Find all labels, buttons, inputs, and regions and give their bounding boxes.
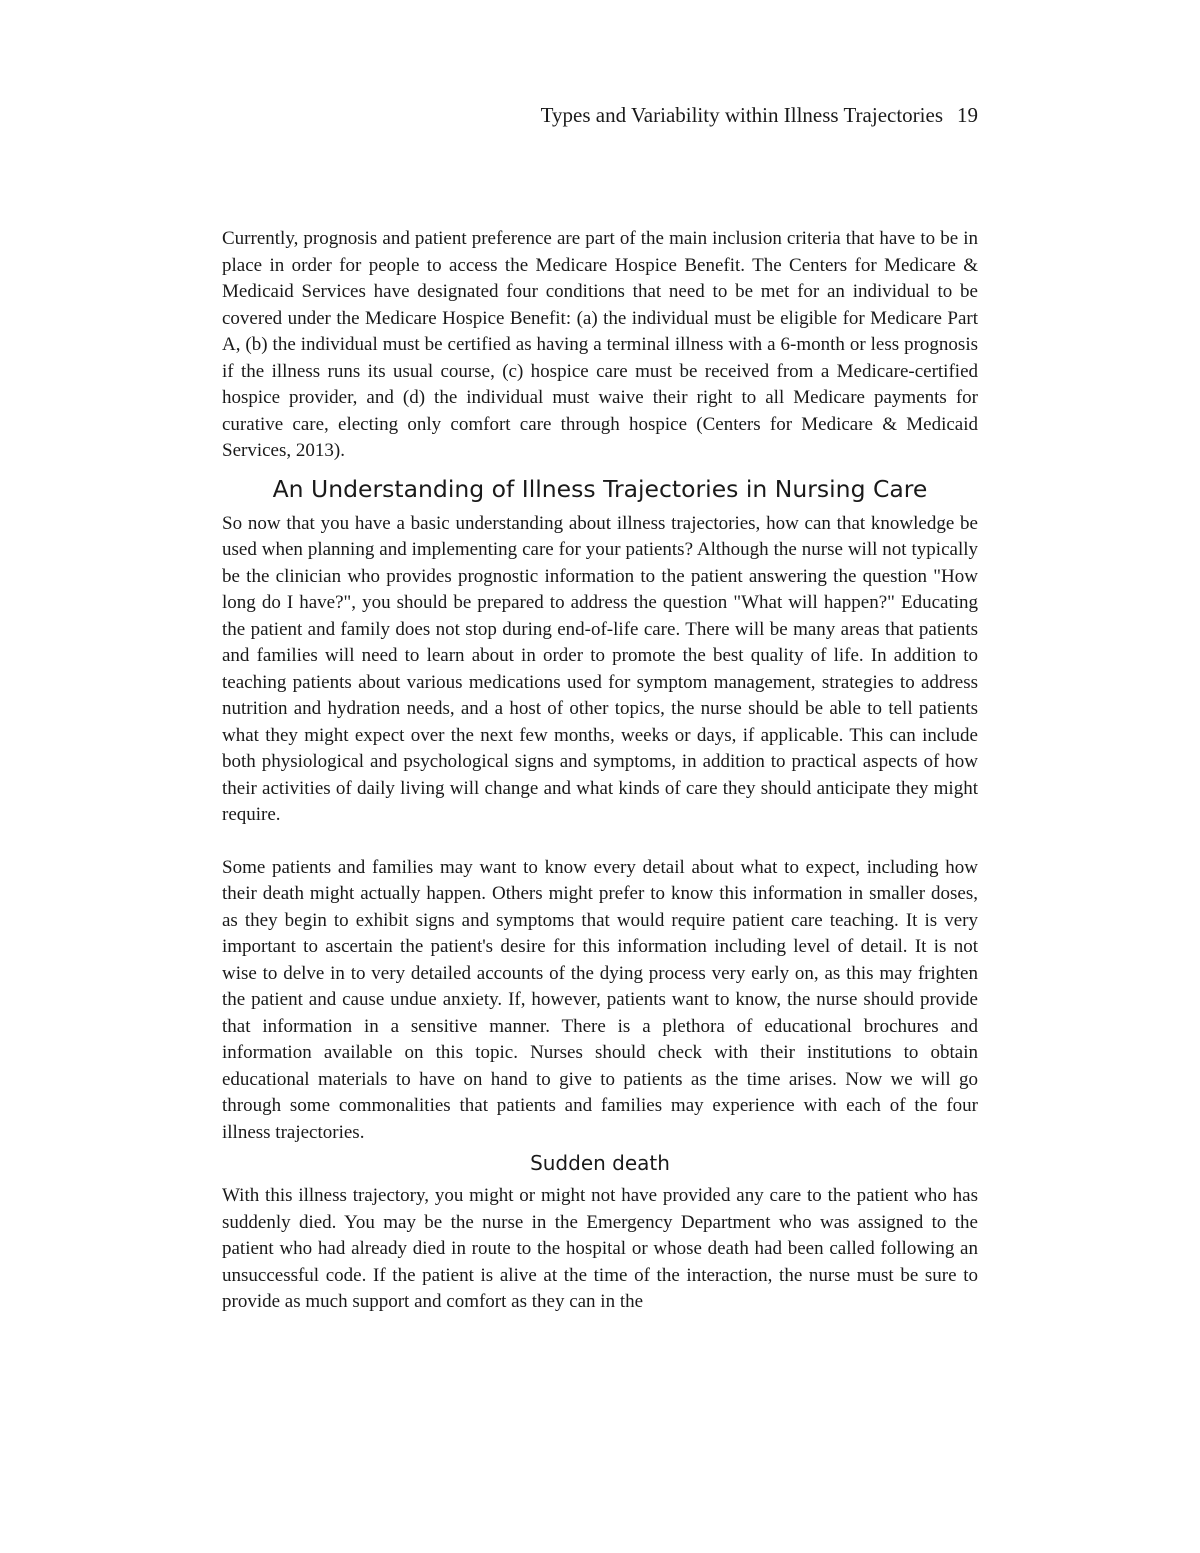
body-paragraph: So now that you have a basic understanding about illness trajectories, how can that knowledge be used when planning and implementing care for your patients? Although the nurse will not typically be the clinician who provides prognostic information to the patient answering the question "How long do I have?", you should be prepared to address the question "What will happen?" Educating the patient and family does not stop during end-of-life care. There will be many areas that patients and families will need to learn about in order to promote the best quality of life. In addition to teaching patients about various medications used for symptom management, strategies to address nutrition and hydration needs, and a host of other topics, the nurse should be able to tell patients what they might expect over the next few months, weeks or days, if applicable. This can include both physiological and psychological signs and symptoms, in addition to practical aspects of how their activities of daily living will change and what kinds of care they should anticipate they might require. — [222, 512, 978, 825]
section-heading: An Understanding of Illness Trajectories in Nursing Care — [272, 474, 928, 503]
body-paragraph: Currently, prognosis and patient preference are part of the main inclusion criteria that have to be in place in order for people to access the Medicare Hospice Benefit. The Centers for Medicare & Medicaid Services have designated four conditions that need to be met for an individual to be covered under the Medicare Hospice Benefit: (a) the individual must be eligible for Medicare Part A, (b) the individual must be certified as having a terminal illness with a 6-month or less prognosis if the illness runs its usual course, (c) hospice care must be received from a Medicare-certified hospice provider, and (d) the individual must waive their right to all Medicare payments for curative care, electing only comfort care through hospice (Centers for Medicare & Medicaid Services, 2013). — [222, 228, 978, 461]
running-header-title: Types and Variability within Illness Trajectories — [540, 103, 943, 127]
running-header — [541, 100, 978, 130]
subsection-heading: Sudden death — [530, 1151, 670, 1175]
body-paragraph: With this illness trajectory, you might or might not have provided any care to the patient who has suddenly died. You may be the nurse in the Emergency Department who was assigned to the patient who had already died in route to the hospital or whose death had been called following an unsuccessful code. If the patient is alive at the time of the interaction, the nurse must be sure to provide as much support and comfort as they can in the — [222, 1185, 978, 1312]
body-paragraph: Some patients and families may want to know every detail about what to expect, including how their death might actually happen. Others might prefer to know this information in smaller doses, as they begin to exhibit signs and symptoms that would require patient care teaching. It is very important to ascertain the patient's desire for this information including level of detail. It is not wise to delve in to very detailed accounts of the dying process very early on, as this may frighten the patient and cause undue anxiety. If, however, patients want to know, the nurse should provide that information in a sensitive manner. There is a plethora of educational brochures and information available on this topic. Nurses should check with their institutions to obtain educational materials to have on hand to give to patients as the time arises. Now we will go through some commonalities that patients and families may experience with each of the four illness trajectories. — [222, 856, 978, 1143]
page-number: 19 — [957, 103, 978, 127]
page-body — [222, 226, 978, 1316]
